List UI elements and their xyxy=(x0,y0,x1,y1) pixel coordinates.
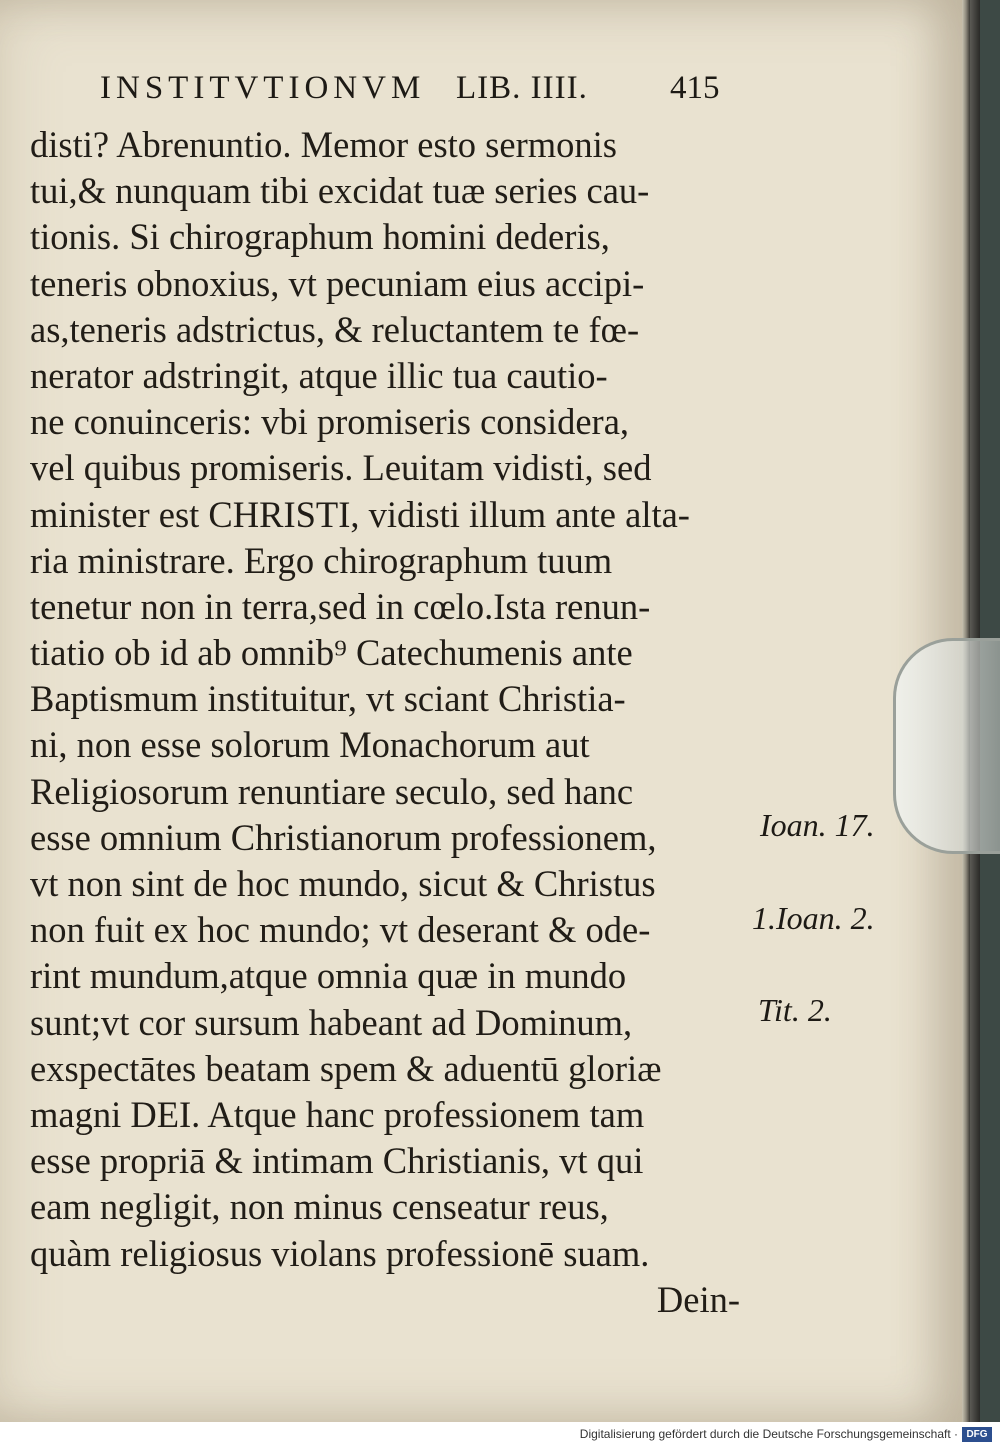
text-line: exspectātes beatam spem & aduentū gloriæ xyxy=(30,1047,662,1089)
running-header xyxy=(100,70,740,110)
text-line: tiatio ob id ab omnib⁹ Catechumenis ante xyxy=(30,632,633,674)
text-line: minister est CHRISTI, vidisti illum ante alta- xyxy=(30,493,690,535)
text-line: esse omnium Christianorum professionem, xyxy=(30,816,657,858)
margin-note-1-ioan-2: 1.Ioan. 2. xyxy=(752,900,875,936)
text-line: tui,& nunquam tibi excidat tuæ series cau- xyxy=(30,170,650,212)
text-line: ne conuinceris: vbi promiseris considera, xyxy=(30,401,630,443)
header-title: INSTITVTIONVM xyxy=(100,70,426,106)
text-line: eam negligit, non minus censeatur reus, xyxy=(30,1186,609,1228)
digitization-footer xyxy=(0,1422,1000,1448)
text-line: vt non sint de hoc mundo, sicut & Christus xyxy=(30,863,656,904)
text-line: Baptismum instituitur, vt sciant Christia- xyxy=(30,678,626,720)
catchword: Dein- xyxy=(656,1278,740,1320)
text-line: ni, non esse solorum Monachorum aut xyxy=(30,724,590,766)
text-line: teneris obnoxius, vt pecuniam eius accipi- xyxy=(30,262,645,304)
text-line: vel quibus promiseris. Leuitam vidisti, sed xyxy=(30,447,652,489)
page-number: 415 xyxy=(670,70,720,106)
header-book: LIB. IIII. xyxy=(456,70,588,106)
dfg-logo-icon: DFG xyxy=(962,1427,992,1442)
text-line: as,teneris adstrictus, & reluctantem te fœ- xyxy=(30,308,640,350)
text-line: esse propriā & intimam Christianis, vt qui xyxy=(30,1140,644,1182)
text-line: magni DEI. Atque hanc professionem tam xyxy=(30,1093,645,1135)
text-line: sunt;vt cor sursum habeant ad Dominum, xyxy=(30,1001,633,1043)
text-line: non fuit ex hoc mundo; vt deserant & ode- xyxy=(30,909,651,951)
margin-note-ioan-17: Ioan. 17. xyxy=(760,807,875,843)
text-line: quàm religiosus violans professionē suam. xyxy=(30,1232,650,1274)
text-line: Religiosorum renuntiare seculo, sed hanc xyxy=(30,770,634,812)
main-text xyxy=(30,122,750,1323)
page-clip-holder xyxy=(893,638,1000,854)
text-line: rint mundum,atque omnia quæ in mundo xyxy=(30,955,627,997)
footer-credit: Digitalisierung gefördert durch die Deutsche Forschungsgemeinschaft · xyxy=(579,1427,958,1441)
text-line: nerator adstringit, atque illic tua cautio- xyxy=(30,354,608,396)
text-line: tionis. Si chirographum homini dederis, xyxy=(30,216,610,258)
text-line: ria ministrare. Ergo chirographum tuum xyxy=(30,539,613,581)
margin-note-tit-2: Tit. 2. xyxy=(758,992,832,1028)
text-line: tenetur non in terra,sed in cœlo.Ista renun- xyxy=(30,585,651,627)
text-line: disti? Abrenuntio. Memor esto sermonis xyxy=(30,124,617,165)
